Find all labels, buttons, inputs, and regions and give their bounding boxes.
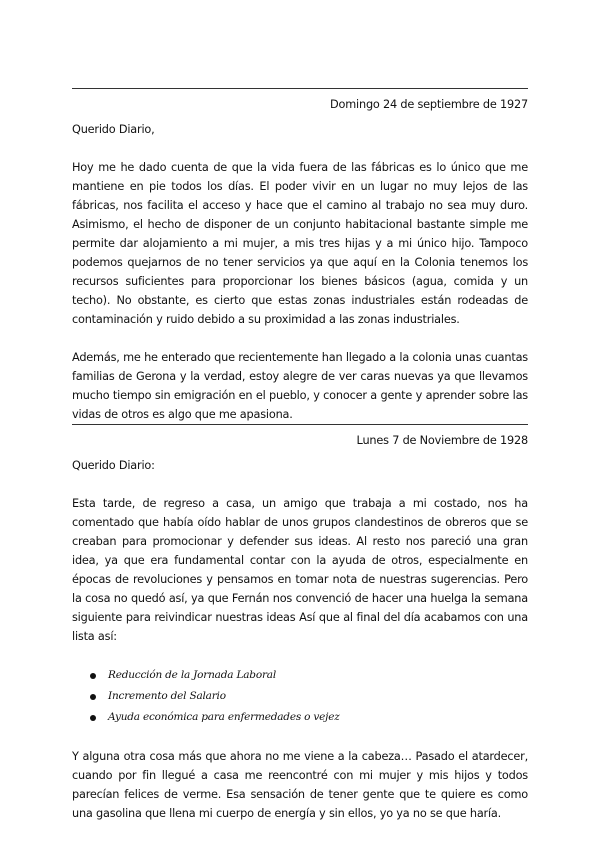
separator-line-middle — [72, 424, 528, 425]
entry2-salutation: Querido Diario: — [72, 459, 155, 472]
entry1-salutation: Querido Diario, — [72, 123, 155, 136]
demands-list — [72, 665, 528, 728]
list-item: Reducción de la Jornada Laboral — [108, 665, 528, 686]
diary-content — [72, 88, 528, 823]
list-item: Incremento del Salario — [108, 686, 528, 707]
entry2-paragraph-2: Y alguna otra cosa más que ahora no me viene a la cabeza… Pasado el atardecer, cuando por fin llegué a casa me reencontré con mi mujer y mis hijos y todos parecían felices de verme. Esa sensación de tener gente que te quiere es como una gasolina que llena mi cuerpo de energía y sin ellos, yo ya no se que haría. — [72, 750, 528, 820]
entry1-date: Domingo 24 de septiembre de 1927 — [330, 98, 528, 111]
bullet-icon — [90, 673, 96, 679]
entry1-paragraph-2: Además, me he enterado que recientemente han llegado a la colonia unas cuantas familias de Gerona y la verdad, estoy alegre de ver caras nuevas ya que llevamos mucho tiempo sin emigración en el pueblo, y conocer a gente y aprender sobre las vidas de otros es algo que me apasiona. — [72, 351, 528, 421]
list-item: Ayuda económica para enfermedades o vejez — [108, 707, 528, 728]
bullet-icon — [90, 694, 96, 700]
entry1-paragraph-1: Hoy me he dado cuenta de que la vida fuera de las fábricas es lo único que me mantiene en pie todos los días. El poder vivir en un lugar no muy lejos de las fábricas, nos facilita el acceso y hace que el camino al trabajo no sea muy duro. Asimismo, el hecho de disponer de un conjunto habitacional bastante simple me permite dar alojamiento a mi mujer, a mis tres hijas y a mi único hijo. Tampoco podemos quejarnos de no tener servicios ya que aquí en la Colonia tenemos los recursos suficientes para proporcionar los bienes básicos (agua, comida y un techo). No obstante, es cierto que estas zonas industriales están rodeadas de contaminación y ruido debido a su proximidad a las zonas industriales. — [72, 161, 528, 326]
entry2-date: Lunes 7 de Noviembre de 1928 — [356, 434, 528, 447]
separator-line-top — [72, 88, 528, 89]
bullet-icon — [90, 715, 96, 721]
entry2-paragraph-1: Esta tarde, de regreso a casa, un amigo que trabaja a mi costado, nos ha comentado que había oído hablar de unos grupos clandestinos de obreros que se creaban para promocionar y defender sus ideas. Al resto nos pareció una gran idea, ya que era fundamental contar con la ayuda de otros, especialmente en épocas de revoluciones y pensamos en tomar nota de nuestras sugerencias. Pero la cosa no quedó así, ya que Fernán nos convenció de hacer una huelga la semana siguiente para reivindicar nuestras ideas Así que al final del día acabamos con una lista así: — [72, 497, 528, 643]
